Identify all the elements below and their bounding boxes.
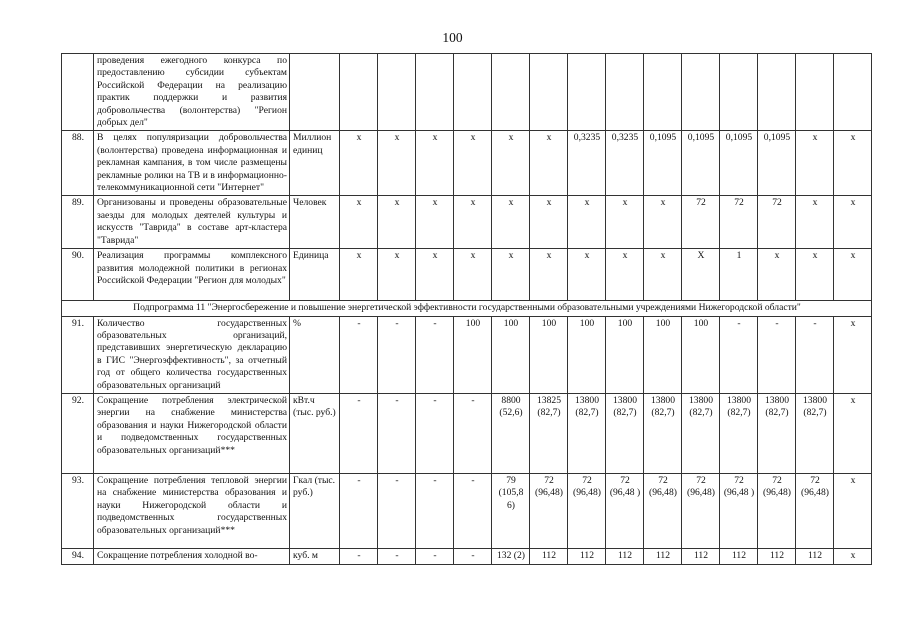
- value-cell: x: [796, 131, 834, 196]
- row-unit: куб. м: [290, 548, 340, 564]
- value-cell: -: [416, 473, 454, 548]
- value-cell: 13800 (82,7): [682, 393, 720, 473]
- value-cell: x: [606, 196, 644, 249]
- value-cell: [796, 54, 834, 131]
- row-number: 89.: [62, 196, 94, 249]
- page-number: 100: [442, 30, 463, 45]
- value-cell: -: [378, 316, 416, 393]
- row-description: Сокращение потребления тепловой энергии на снабжение министерства образования и науки Нижегородской области и подведомственных государственных образовательных организаций***: [94, 473, 290, 548]
- value-cell: x: [340, 131, 378, 196]
- value-cell: 100: [682, 316, 720, 393]
- value-cell: -: [720, 316, 758, 393]
- value-cell: 0,1095: [644, 131, 682, 196]
- indicators-table: [61, 53, 872, 565]
- value-cell: 72 (96,48): [758, 473, 796, 548]
- value-cell: x: [454, 196, 492, 249]
- value-cell: -: [340, 548, 378, 564]
- value-cell: [416, 54, 454, 131]
- value-cell: [340, 54, 378, 131]
- row-number: 92.: [62, 393, 94, 473]
- row-description: Реализация программы комплексного развития молодежной политики в регионах Российской Федерации "Регион для молодых": [94, 249, 290, 301]
- table-row: [62, 196, 872, 249]
- value-cell: 0,3235: [606, 131, 644, 196]
- value-cell: x: [796, 196, 834, 249]
- row-unit: [290, 54, 340, 131]
- table-row: [62, 54, 872, 131]
- value-cell: -: [454, 473, 492, 548]
- value-cell: x: [834, 393, 872, 473]
- value-cell: 100: [644, 316, 682, 393]
- value-cell: x: [644, 196, 682, 249]
- value-cell: 100: [454, 316, 492, 393]
- row-unit: Гкал (тыс. руб.): [290, 473, 340, 548]
- value-cell: -: [416, 548, 454, 564]
- row-description: Организованы и проведены образовательные заезды для молодых деятелей культуры и искусств "Таврида" в составе арт-кластера "Таврида": [94, 196, 290, 249]
- value-cell: x: [568, 249, 606, 301]
- table-row: [62, 548, 872, 564]
- value-cell: 72 (96,48 ): [606, 473, 644, 548]
- value-cell: [834, 54, 872, 131]
- value-cell: x: [416, 196, 454, 249]
- value-cell: x: [416, 131, 454, 196]
- value-cell: 100: [606, 316, 644, 393]
- row-description: В целях популяризации добровольчества (волонтерства) проведена информационная и рекламная кампания, в том числе размещены рекламные ролики на ТВ и в информационно-телекоммуникационной сети "Интернет": [94, 131, 290, 196]
- value-cell: -: [454, 548, 492, 564]
- row-number: 88.: [62, 131, 94, 196]
- value-cell: [454, 54, 492, 131]
- row-number: 94.: [62, 548, 94, 564]
- table-row: [62, 393, 872, 473]
- value-cell: x: [834, 249, 872, 301]
- value-cell: 0,1095: [682, 131, 720, 196]
- value-cell: 72 (96,48): [530, 473, 568, 548]
- value-cell: -: [340, 393, 378, 473]
- row-number: 91.: [62, 316, 94, 393]
- row-description: Сокращение потребления электрической энергии на снабжение министерства образования и науки Нижегородской области и подведомственных государственных образовательных организаций***: [94, 393, 290, 473]
- row-unit: Миллион единиц: [290, 131, 340, 196]
- value-cell: x: [454, 131, 492, 196]
- value-cell: x: [834, 473, 872, 548]
- value-cell: x: [378, 131, 416, 196]
- row-description: Сокращение потребления холодной во-: [94, 548, 290, 564]
- value-cell: x: [530, 196, 568, 249]
- value-cell: 0,3235: [568, 131, 606, 196]
- value-cell: x: [530, 131, 568, 196]
- subprogram-row: [62, 301, 872, 316]
- value-cell: -: [340, 316, 378, 393]
- row-number: 93.: [62, 473, 94, 548]
- value-cell: 132 (2): [492, 548, 530, 564]
- value-cell: 13800 (82,7): [568, 393, 606, 473]
- value-cell: 13800 (82,7): [720, 393, 758, 473]
- value-cell: 100: [530, 316, 568, 393]
- value-cell: -: [340, 473, 378, 548]
- value-cell: -: [378, 393, 416, 473]
- value-cell: 0,1095: [758, 131, 796, 196]
- value-cell: 72: [720, 196, 758, 249]
- value-cell: 13825 (82,7): [530, 393, 568, 473]
- value-cell: x: [416, 249, 454, 301]
- value-cell: 13800 (82,7): [644, 393, 682, 473]
- value-cell: [644, 54, 682, 131]
- row-number: [62, 54, 94, 131]
- value-cell: x: [492, 131, 530, 196]
- value-cell: [378, 54, 416, 131]
- value-cell: [568, 54, 606, 131]
- value-cell: x: [454, 249, 492, 301]
- value-cell: 1: [720, 249, 758, 301]
- row-number: 90.: [62, 249, 94, 301]
- value-cell: 79 (105,8 6): [492, 473, 530, 548]
- value-cell: 112: [682, 548, 720, 564]
- row-unit: Человек: [290, 196, 340, 249]
- value-cell: x: [644, 249, 682, 301]
- value-cell: [492, 54, 530, 131]
- value-cell: x: [834, 316, 872, 393]
- row-unit: кВт.ч (тыс. руб.): [290, 393, 340, 473]
- value-cell: x: [758, 249, 796, 301]
- subprogram-title: Подпрограмма 11 "Энергосбережение и повышение энергетической эффективности государственными образовательными учреждениями Нижегородской области": [62, 301, 872, 316]
- row-description: проведения ежегодного конкурса по предоставлению субсидии субъектам Российской Федерации на реализацию практик поддержки и развития добровольчества (волонтерства) "Регион добрых дел": [94, 54, 290, 131]
- value-cell: -: [454, 393, 492, 473]
- table-row: [62, 249, 872, 301]
- value-cell: [530, 54, 568, 131]
- value-cell: -: [416, 393, 454, 473]
- value-cell: 112: [530, 548, 568, 564]
- value-cell: 100: [568, 316, 606, 393]
- value-cell: -: [758, 316, 796, 393]
- row-unit: Единица: [290, 249, 340, 301]
- value-cell: -: [416, 316, 454, 393]
- value-cell: 13800 (82,7): [606, 393, 644, 473]
- value-cell: 8800 (52,6): [492, 393, 530, 473]
- value-cell: 112: [720, 548, 758, 564]
- value-cell: 112: [606, 548, 644, 564]
- value-cell: 112: [796, 548, 834, 564]
- value-cell: -: [378, 473, 416, 548]
- value-cell: [758, 54, 796, 131]
- value-cell: 72 (96,48): [682, 473, 720, 548]
- value-cell: x: [834, 548, 872, 564]
- value-cell: 112: [644, 548, 682, 564]
- value-cell: x: [796, 249, 834, 301]
- value-cell: 100: [492, 316, 530, 393]
- value-cell: [606, 54, 644, 131]
- value-cell: [682, 54, 720, 131]
- value-cell: 13800 (82,7): [758, 393, 796, 473]
- table-row: [62, 316, 872, 393]
- value-cell: -: [796, 316, 834, 393]
- value-cell: x: [378, 196, 416, 249]
- table-row: [62, 131, 872, 196]
- value-cell: 112: [568, 548, 606, 564]
- value-cell: 0,1095: [720, 131, 758, 196]
- value-cell: 72 (96,48 ): [720, 473, 758, 548]
- value-cell: x: [834, 131, 872, 196]
- value-cell: x: [340, 196, 378, 249]
- value-cell: x: [606, 249, 644, 301]
- value-cell: x: [340, 249, 378, 301]
- value-cell: x: [492, 196, 530, 249]
- value-cell: x: [530, 249, 568, 301]
- value-cell: -: [378, 548, 416, 564]
- value-cell: x: [378, 249, 416, 301]
- value-cell: 72: [682, 196, 720, 249]
- value-cell: 13800 (82,7): [796, 393, 834, 473]
- row-unit: %: [290, 316, 340, 393]
- value-cell: 72 (96,48): [796, 473, 834, 548]
- value-cell: x: [568, 196, 606, 249]
- value-cell: 112: [758, 548, 796, 564]
- value-cell: 72 (96,48): [568, 473, 606, 548]
- value-cell: 72 (96,48): [644, 473, 682, 548]
- value-cell: X: [682, 249, 720, 301]
- row-description: Количество государственных образовательных организаций, представивших энергетическую декларацию в ГИС "Энергоэффективность", за отчетный год от общего количества государственных образовательных организаций: [94, 316, 290, 393]
- value-cell: [720, 54, 758, 131]
- value-cell: x: [834, 196, 872, 249]
- table-row: [62, 473, 872, 548]
- value-cell: x: [492, 249, 530, 301]
- value-cell: 72: [758, 196, 796, 249]
